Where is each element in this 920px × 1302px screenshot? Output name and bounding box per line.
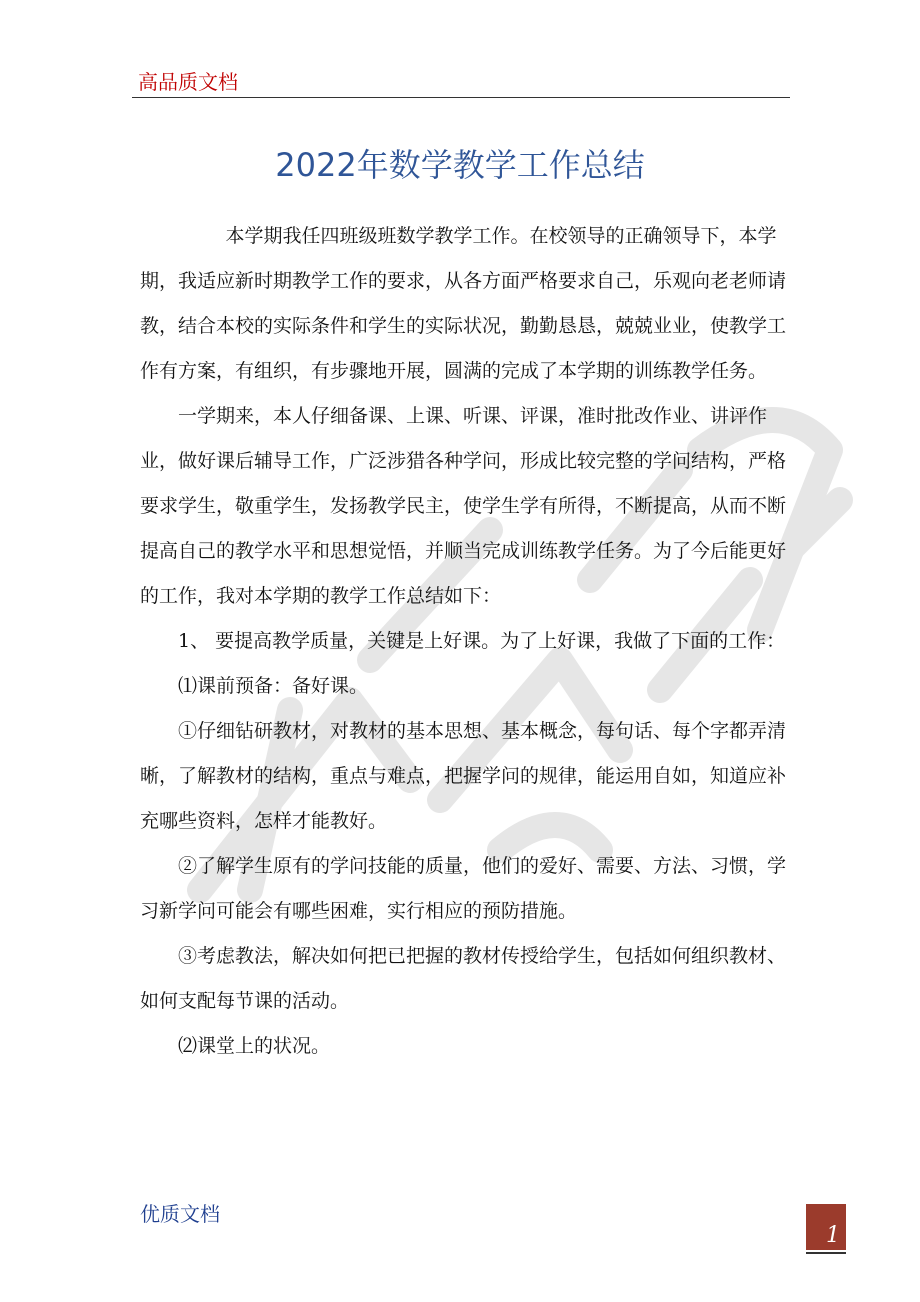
footer-label: 优质文档 bbox=[140, 1202, 220, 1226]
body-paragraph: ③考虑教法，解决如何把已把握的教材传授给学生，包括如何组织教材、如何支配每节课的活动。 bbox=[140, 945, 787, 1012]
document-title: 2022年数学教学工作总结 bbox=[275, 146, 645, 184]
body-paragraph: 1、 要提高教学质量，关键是上好课。为了上好课，我做了下面的工作： bbox=[178, 630, 786, 652]
body-paragraph: 本学期我任四班级班数学教学工作。在校领导的正确领导下，本学期，我适应新时期教学工作的要求，从各方面严格要求自己，乐观向老老师请教，结合本校的实际条件和学生的实际状况，勤勤恳恳，兢兢业业，使教学工作有方案，有组织，有步骤地开展，圆满的完成了本学期的训练教学任务。 bbox=[140, 225, 787, 382]
body-paragraph: ②了解学生原有的学问技能的质量，他们的爱好、需要、方法、习惯，学习新学问可能会有哪些困难，实行相应的预防措施。 bbox=[140, 855, 787, 922]
body-paragraph: ⑵课堂上的状况。 bbox=[178, 1035, 331, 1057]
body-paragraph: ⑴课前预备：备好课。 bbox=[178, 675, 369, 697]
page-number-underline bbox=[806, 1252, 846, 1254]
header-label: 高品质文档 bbox=[138, 70, 238, 94]
body-paragraph: 一学期来，本人仔细备课、上课、听课、评课，准时批改作业、讲评作业，做好课后辅导工作，广泛涉猎各种学问，形成比较完整的学问结构，严格要求学生，敬重学生，发扬教学民主，使学生学有所得，不断提高，从而不断提高自己的教学水平和思想觉悟，并顺当完成训练教学任务。为了今后能更好的工作，我对本学期的教学工作总结如下： bbox=[140, 405, 787, 607]
body-paragraph: ①仔细钻研教材，对教材的基本思想、基本概念，每句话、每个字都弄清晰，了解教材的结构，重点与难点，把握学问的规律，能运用自如，知道应补充哪些资料，怎样才能教好。 bbox=[140, 720, 787, 832]
page-number-badge bbox=[806, 1204, 846, 1250]
header-divider bbox=[132, 97, 790, 98]
page-number: 1 bbox=[826, 1223, 840, 1248]
document-body bbox=[140, 214, 792, 1069]
